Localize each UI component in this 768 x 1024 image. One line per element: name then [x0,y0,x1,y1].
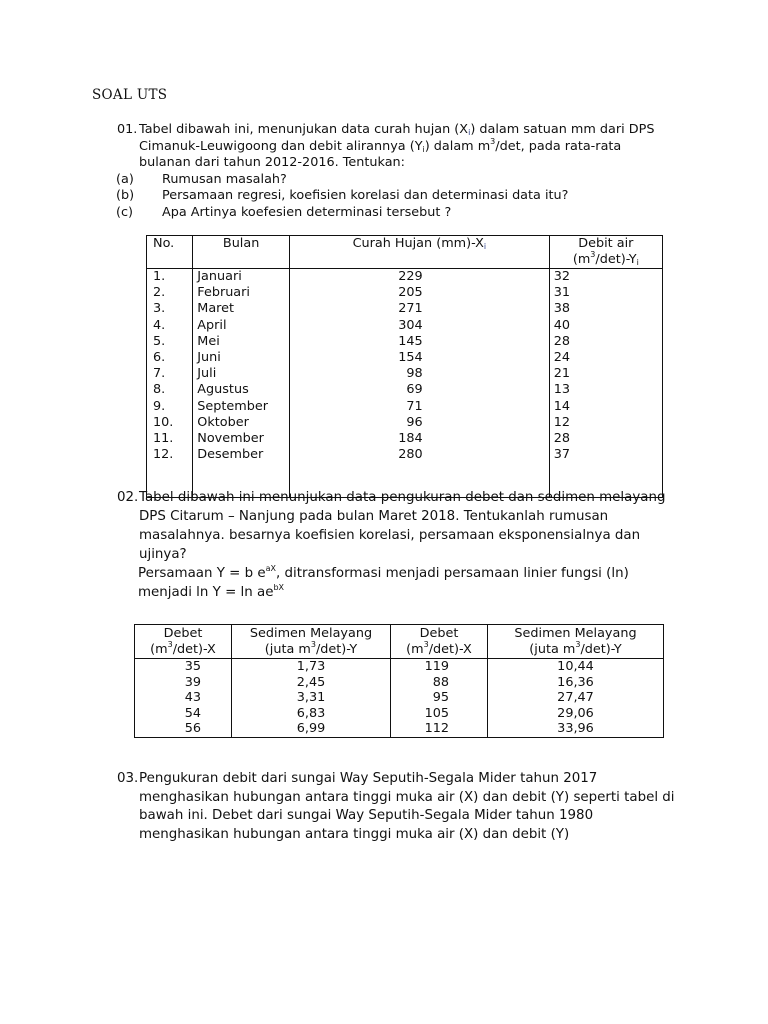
q1-text-d: /det, pada rata-rata bulanan dari tahun 2012-2016. Tentukan: [139,138,622,170]
cell-debit: 32 [549,269,662,286]
q1-sub-yi: i [422,144,425,154]
cell-curah: 280 [289,447,549,463]
header-sup: 3 [310,639,316,649]
cell-y2: 29,06 [488,706,664,722]
cell-no: 9. [147,399,193,415]
sediment-table-body [135,659,664,738]
subitem-a [116,172,677,189]
table-row [147,415,663,431]
cell-debit: 21 [549,366,662,382]
subitem-text: Rumusan masalah? [162,171,287,187]
cell-bulan: Mei [193,334,290,350]
header-part: /det)-X [172,641,216,657]
question-2-text: Tabel dibawah ini menunjukan data pengukuran debet dan sedimen melayang DPS Citarum – Nanjung pada bulan Maret 2018. Tentukanlah rumusan masalahnya. besarnya koefisien korelasi, persamaan eksponensialnya dan ujinya? [139,490,666,562]
cell-y2: 27,47 [488,690,664,706]
q1-text-b: ) dalam satuan mm dari DPS Cimanuk-Leuwigoong dan debit alirannya (Y [139,122,655,154]
cell-bulan: Oktober [193,415,290,431]
header-sedimen-1 [232,625,391,659]
header-line: Sedimen Melayang [249,626,373,641]
rainfall-table-body [147,269,663,498]
question-1-subitems [116,172,677,222]
subitem-label: (c) [116,204,134,220]
subitem-b [116,188,677,205]
question-1-number: 01. [117,122,138,137]
question-2-equation [138,564,678,602]
cell-y1: 3,31 [232,690,391,706]
cell-bulan: Juni [193,350,290,366]
question-3 [117,770,677,844]
cell-debit: 37 [549,447,662,463]
table-row [147,334,663,350]
cell-x2: 88 [391,675,488,691]
header-line: Debet [163,626,203,641]
cell-curah: 304 [289,318,549,334]
q1-sub-xi: i [468,128,471,137]
q1-text-c: ) dalam m [424,138,491,154]
q1-sup-3: 3 [490,136,496,146]
header-debit-sup: 3 [590,250,596,259]
header-sup: 3 [575,639,581,649]
header-curah-hujan [289,236,549,269]
cell-y2: 33,96 [488,721,664,737]
cell-x1: 43 [135,690,232,706]
cell-bulan: Desember [193,447,290,463]
header-bulan: Bulan [193,236,290,269]
cell-x2: 95 [391,690,488,706]
cell-bulan: November [193,431,290,447]
cell-bulan: Februari [193,285,290,301]
cell-bulan: Maret [193,301,290,317]
header-debit [549,236,662,269]
cell-debit: 12 [549,415,662,431]
table-header-row [135,625,664,659]
cell-bulan: Januari [193,269,290,286]
cell-no: 6. [147,350,193,366]
cell-curah: 98 [289,366,549,382]
cell-y2: 10,44 [488,659,664,675]
cell-y1: 2,45 [232,675,391,691]
cell-x2: 119 [391,659,488,675]
header-line [395,639,483,658]
sediment-table [134,624,664,738]
cell-bulan: April [193,318,290,334]
cell-debit: 28 [549,431,662,447]
subitem-c [116,205,677,222]
eq-sup-bx: bX [273,583,285,592]
cell-curah: 71 [289,399,549,415]
table-row [147,318,663,334]
cell-no: 2. [147,285,193,301]
question-3-text: Pengukuran debit dari sungai Way Seputih-Segala Mider tahun 2017 menghasikan hubungan antara tinggi muka air (X) dan debit (Y) seperti tabel di bawah ini. Debet dari sungai Way Seputih-Segala Mider tahun 1980 menghasikan hubungan antara tinggi muka air (X) dan debit (Y) [139,771,675,842]
table-row [135,659,664,675]
eq-text-a: Persamaan Y = b e [138,566,266,581]
q1-text-a: Tabel dibawah ini, menunjukan data curah hujan (X [139,122,469,137]
cell-curah: 145 [289,334,549,350]
header-part: /det)-X [428,641,472,657]
table-row [147,269,663,286]
header-sup: 3 [423,639,429,649]
header-part: (m [406,641,424,657]
cell-x1: 35 [135,659,232,675]
header-curah-text: Curah Hujan (mm)-X [352,236,484,251]
header-line: Sedimen Melayang [514,626,637,641]
header-debit-b: /det)-Y [595,252,637,267]
cell-debit: 13 [549,382,662,398]
header-debit-a: Debit air (m [572,236,634,267]
cell-bulan: Agustus [193,382,290,398]
cell-curah: 154 [289,350,549,366]
cell-bulan: Juli [193,366,290,382]
cell-x2: 105 [391,706,488,722]
cell-curah: 205 [289,285,549,301]
cell-no: 1. [147,269,193,286]
question-1 [117,122,677,221]
header-line: Debet [419,626,459,641]
cell-curah: 229 [289,269,549,286]
table-row [147,399,663,415]
cell-y1: 1,73 [232,659,391,675]
header-line [139,639,227,658]
cell-debit: 24 [549,350,662,366]
cell-debit: 14 [549,399,662,415]
header-part: /det)-Y [580,641,622,657]
cell-x1: 56 [135,721,232,737]
cell-curah: 96 [289,415,549,431]
eq-text-b: , ditransformasi menjadi persamaan linier fungsi (ln) menjadi ln Y = ln ae [138,566,629,600]
cell-no: 5. [147,334,193,350]
cell-debit: 31 [549,285,662,301]
table-row [135,690,664,706]
question-2-number: 02. [117,490,139,505]
subitem-label: (b) [116,188,135,203]
table-header-row [147,236,663,269]
table-row [147,366,663,382]
cell-curah: 69 [289,382,549,398]
subitem-text: Persamaan regresi, koefisien korelasi dan determinasi data itu? [162,188,569,203]
cell-no: 8. [147,382,193,398]
table-row [147,350,663,366]
question-1-text [139,122,677,172]
cell-y1: 6,83 [232,706,391,722]
cell-y2: 16,36 [488,675,664,691]
header-line [236,639,386,658]
cell-x2: 112 [391,721,488,737]
header-debet-1 [135,625,232,659]
header-part: /det)-Y [315,641,358,657]
header-no: No. [147,236,193,269]
header-part: (m [150,641,168,657]
subitem-text: Apa Artinya koefesien determinasi tersebut ? [162,204,452,220]
cell-debit: 28 [549,334,662,350]
cell-debit: 40 [549,318,662,334]
cell-debit: 38 [549,301,662,317]
table-row [135,706,664,722]
cell-no: 10. [147,415,193,431]
table-row [147,285,663,301]
table-row [147,447,663,463]
header-sup: 3 [167,639,173,649]
cell-curah: 184 [289,431,549,447]
header-part: (juta m [529,641,576,657]
table-row [147,431,663,447]
cell-x1: 54 [135,706,232,722]
question-3-number: 03. [117,771,139,786]
table-row [135,675,664,691]
cell-no: 7. [147,366,193,382]
cell-x1: 39 [135,675,232,691]
header-debit-sub: i [636,258,639,267]
header-part: (juta m [264,641,311,657]
cell-no: 12. [147,447,193,463]
subitem-label: (a) [116,171,134,187]
header-curah-sub: i [483,242,487,251]
header-debet-2 [391,625,488,659]
table-row [147,382,663,398]
cell-curah: 271 [289,301,549,317]
eq-sup-ax: aX [265,564,277,573]
cell-bulan: September [193,399,290,415]
cell-no: 3. [147,301,193,317]
table-row [147,301,663,317]
document-title: SOAL UTS [92,87,168,103]
cell-no: 4. [147,318,193,334]
question-2 [117,488,677,564]
header-line [492,639,659,658]
rainfall-discharge-table [146,235,663,498]
cell-y1: 6,99 [232,721,391,737]
header-sedimen-2 [488,625,664,659]
table-row [135,721,664,737]
cell-no: 11. [147,431,193,447]
